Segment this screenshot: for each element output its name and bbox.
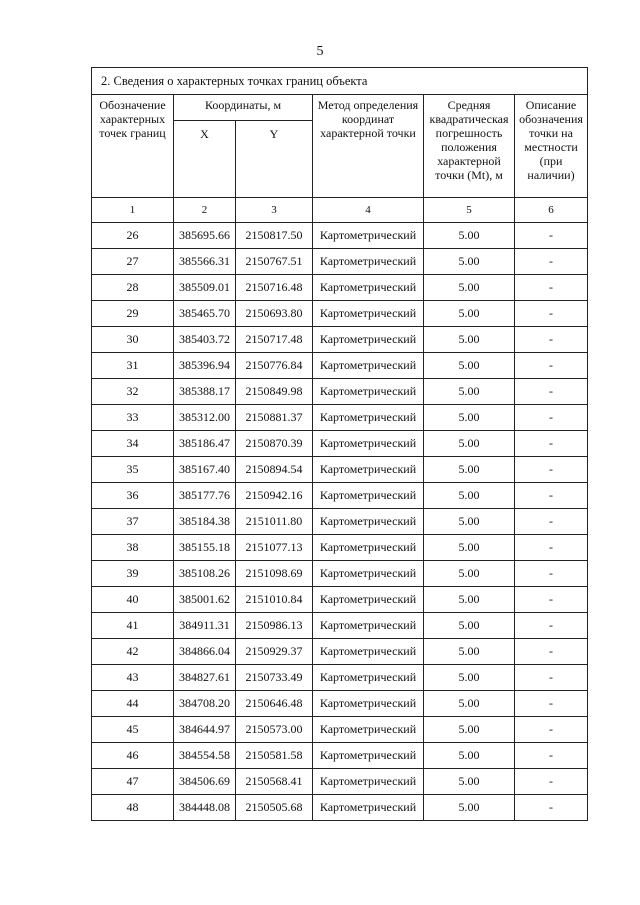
error-cell: 5.00 [424, 535, 515, 561]
description-cell: - [515, 249, 588, 275]
point-cell: 35 [92, 457, 174, 483]
x-coordinate-cell: 385184.38 [174, 509, 236, 535]
column-number: 4 [313, 198, 424, 223]
x-coordinate-cell: 384708.20 [174, 691, 236, 717]
y-coordinate-cell: 2150817.50 [236, 223, 313, 249]
method-cell: Картометрический [313, 353, 424, 379]
method-cell: Картометрический [313, 665, 424, 691]
y-coordinate-cell: 2150942.16 [236, 483, 313, 509]
table-row [92, 535, 588, 561]
table-row [92, 743, 588, 769]
error-cell: 5.00 [424, 795, 515, 821]
table-body [92, 68, 588, 821]
method-cell: Картометрический [313, 223, 424, 249]
point-cell: 36 [92, 483, 174, 509]
table-row [92, 353, 588, 379]
point-cell: 37 [92, 509, 174, 535]
error-cell: 5.00 [424, 639, 515, 665]
error-cell: 5.00 [424, 613, 515, 639]
table-row [92, 457, 588, 483]
x-coordinate-cell: 385001.62 [174, 587, 236, 613]
point-cell: 31 [92, 353, 174, 379]
method-cell: Картометрический [313, 769, 424, 795]
table-row [92, 769, 588, 795]
error-cell: 5.00 [424, 587, 515, 613]
description-cell: - [515, 717, 588, 743]
point-cell: 43 [92, 665, 174, 691]
error-cell: 5.00 [424, 405, 515, 431]
description-cell: - [515, 301, 588, 327]
point-cell: 27 [92, 249, 174, 275]
x-coordinate-cell: 385177.76 [174, 483, 236, 509]
method-cell: Картометрический [313, 301, 424, 327]
method-cell: Картометрический [313, 249, 424, 275]
x-coordinate-cell: 385388.17 [174, 379, 236, 405]
description-cell: - [515, 223, 588, 249]
description-cell: - [515, 561, 588, 587]
table-row [92, 301, 588, 327]
y-coordinate-cell: 2150870.39 [236, 431, 313, 457]
point-cell: 45 [92, 717, 174, 743]
method-cell: Картометрический [313, 457, 424, 483]
method-cell: Картометрический [313, 795, 424, 821]
error-cell: 5.00 [424, 457, 515, 483]
y-coordinate-cell: 2150581.58 [236, 743, 313, 769]
description-cell: - [515, 509, 588, 535]
table-row [92, 223, 588, 249]
header-description: Описание обозначения точки на местности (при наличии) [515, 95, 588, 198]
description-cell: - [515, 275, 588, 301]
method-cell: Картометрический [313, 535, 424, 561]
column-number: 2 [174, 198, 236, 223]
error-cell: 5.00 [424, 379, 515, 405]
description-cell: - [515, 639, 588, 665]
x-coordinate-cell: 385186.47 [174, 431, 236, 457]
description-cell: - [515, 405, 588, 431]
method-cell: Картометрический [313, 379, 424, 405]
description-cell: - [515, 613, 588, 639]
table-row [92, 561, 588, 587]
table-row [92, 587, 588, 613]
error-cell: 5.00 [424, 327, 515, 353]
x-coordinate-cell: 384448.08 [174, 795, 236, 821]
point-cell: 29 [92, 301, 174, 327]
header-point-designation: Обозначение характерных точек границ [92, 95, 174, 198]
y-coordinate-cell: 2150573.00 [236, 717, 313, 743]
error-cell: 5.00 [424, 561, 515, 587]
x-coordinate-cell: 384644.97 [174, 717, 236, 743]
y-coordinate-cell: 2151010.84 [236, 587, 313, 613]
error-cell: 5.00 [424, 743, 515, 769]
method-cell: Картометрический [313, 431, 424, 457]
table-row [92, 379, 588, 405]
x-coordinate-cell: 385312.00 [174, 405, 236, 431]
y-coordinate-cell: 2151098.69 [236, 561, 313, 587]
description-cell: - [515, 327, 588, 353]
x-coordinate-cell: 384911.31 [174, 613, 236, 639]
section-title-row [92, 68, 588, 95]
table-row [92, 509, 588, 535]
description-cell: - [515, 457, 588, 483]
description-cell: - [515, 743, 588, 769]
column-number: 3 [236, 198, 313, 223]
x-coordinate-cell: 384506.69 [174, 769, 236, 795]
point-cell: 40 [92, 587, 174, 613]
point-cell: 38 [92, 535, 174, 561]
point-cell: 44 [92, 691, 174, 717]
y-coordinate-cell: 2150881.37 [236, 405, 313, 431]
y-coordinate-cell: 2150716.48 [236, 275, 313, 301]
point-cell: 39 [92, 561, 174, 587]
y-coordinate-cell: 2151077.13 [236, 535, 313, 561]
y-coordinate-cell: 2150693.80 [236, 301, 313, 327]
header-method: Метод определения координат характерной точки [313, 95, 424, 198]
description-cell: - [515, 353, 588, 379]
table-row [92, 275, 588, 301]
point-cell: 42 [92, 639, 174, 665]
point-cell: 28 [92, 275, 174, 301]
header-error: Средняя квадратическая погрешность положения характерной точки (Mt), м [424, 95, 515, 198]
method-cell: Картометрический [313, 561, 424, 587]
table-row [92, 613, 588, 639]
description-cell: - [515, 379, 588, 405]
table-row [92, 665, 588, 691]
description-cell: - [515, 535, 588, 561]
error-cell: 5.00 [424, 301, 515, 327]
error-cell: 5.00 [424, 509, 515, 535]
x-coordinate-cell: 385465.70 [174, 301, 236, 327]
x-coordinate-cell: 384866.04 [174, 639, 236, 665]
method-cell: Картометрический [313, 691, 424, 717]
y-coordinate-cell: 2150776.84 [236, 353, 313, 379]
error-cell: 5.00 [424, 769, 515, 795]
point-cell: 30 [92, 327, 174, 353]
x-coordinate-cell: 385396.94 [174, 353, 236, 379]
method-cell: Картометрический [313, 613, 424, 639]
point-cell: 32 [92, 379, 174, 405]
error-cell: 5.00 [424, 353, 515, 379]
table-row [92, 795, 588, 821]
y-coordinate-cell: 2150717.48 [236, 327, 313, 353]
header-x: X [174, 121, 236, 198]
method-cell: Картометрический [313, 639, 424, 665]
description-cell: - [515, 431, 588, 457]
method-cell: Картометрический [313, 275, 424, 301]
table-row [92, 717, 588, 743]
x-coordinate-cell: 385167.40 [174, 457, 236, 483]
page-number: 5 [316, 44, 324, 59]
x-coordinate-cell: 384554.58 [174, 743, 236, 769]
description-cell: - [515, 769, 588, 795]
description-cell: - [515, 795, 588, 821]
method-cell: Картометрический [313, 509, 424, 535]
header-row [92, 95, 588, 121]
method-cell: Картометрический [313, 743, 424, 769]
description-cell: - [515, 587, 588, 613]
table-row [92, 405, 588, 431]
x-coordinate-cell: 384827.61 [174, 665, 236, 691]
point-cell: 34 [92, 431, 174, 457]
error-cell: 5.00 [424, 249, 515, 275]
y-coordinate-cell: 2150568.41 [236, 769, 313, 795]
error-cell: 5.00 [424, 483, 515, 509]
method-cell: Картометрический [313, 405, 424, 431]
section-title: 2. Сведения о характерных точках границ объекта [92, 68, 588, 95]
point-cell: 41 [92, 613, 174, 639]
table-row [92, 691, 588, 717]
error-cell: 5.00 [424, 691, 515, 717]
table-row [92, 249, 588, 275]
y-coordinate-cell: 2150849.98 [236, 379, 313, 405]
error-cell: 5.00 [424, 717, 515, 743]
x-coordinate-cell: 385155.18 [174, 535, 236, 561]
y-coordinate-cell: 2150733.49 [236, 665, 313, 691]
point-cell: 47 [92, 769, 174, 795]
error-cell: 5.00 [424, 223, 515, 249]
point-cell: 33 [92, 405, 174, 431]
point-cell: 26 [92, 223, 174, 249]
point-cell: 46 [92, 743, 174, 769]
y-coordinate-cell: 2151011.80 [236, 509, 313, 535]
method-cell: Картометрический [313, 587, 424, 613]
description-cell: - [515, 483, 588, 509]
error-cell: 5.00 [424, 275, 515, 301]
header-coordinates: Координаты, м [174, 95, 313, 121]
description-cell: - [515, 691, 588, 717]
method-cell: Картометрический [313, 327, 424, 353]
x-coordinate-cell: 385403.72 [174, 327, 236, 353]
column-number: 6 [515, 198, 588, 223]
y-coordinate-cell: 2150505.68 [236, 795, 313, 821]
column-number-row [92, 198, 588, 223]
table-row [92, 483, 588, 509]
method-cell: Картометрический [313, 483, 424, 509]
header-y: Y [236, 121, 313, 198]
boundary-points-table [91, 67, 588, 821]
x-coordinate-cell: 385566.31 [174, 249, 236, 275]
description-cell: - [515, 665, 588, 691]
table-row [92, 327, 588, 353]
point-cell: 48 [92, 795, 174, 821]
y-coordinate-cell: 2150646.48 [236, 691, 313, 717]
y-coordinate-cell: 2150894.54 [236, 457, 313, 483]
y-coordinate-cell: 2150767.51 [236, 249, 313, 275]
column-number: 1 [92, 198, 174, 223]
y-coordinate-cell: 2150986.13 [236, 613, 313, 639]
y-coordinate-cell: 2150929.37 [236, 639, 313, 665]
x-coordinate-cell: 385108.26 [174, 561, 236, 587]
column-number: 5 [424, 198, 515, 223]
error-cell: 5.00 [424, 665, 515, 691]
x-coordinate-cell: 385695.66 [174, 223, 236, 249]
table-row [92, 431, 588, 457]
error-cell: 5.00 [424, 431, 515, 457]
table-row [92, 639, 588, 665]
x-coordinate-cell: 385509.01 [174, 275, 236, 301]
method-cell: Картометрический [313, 717, 424, 743]
